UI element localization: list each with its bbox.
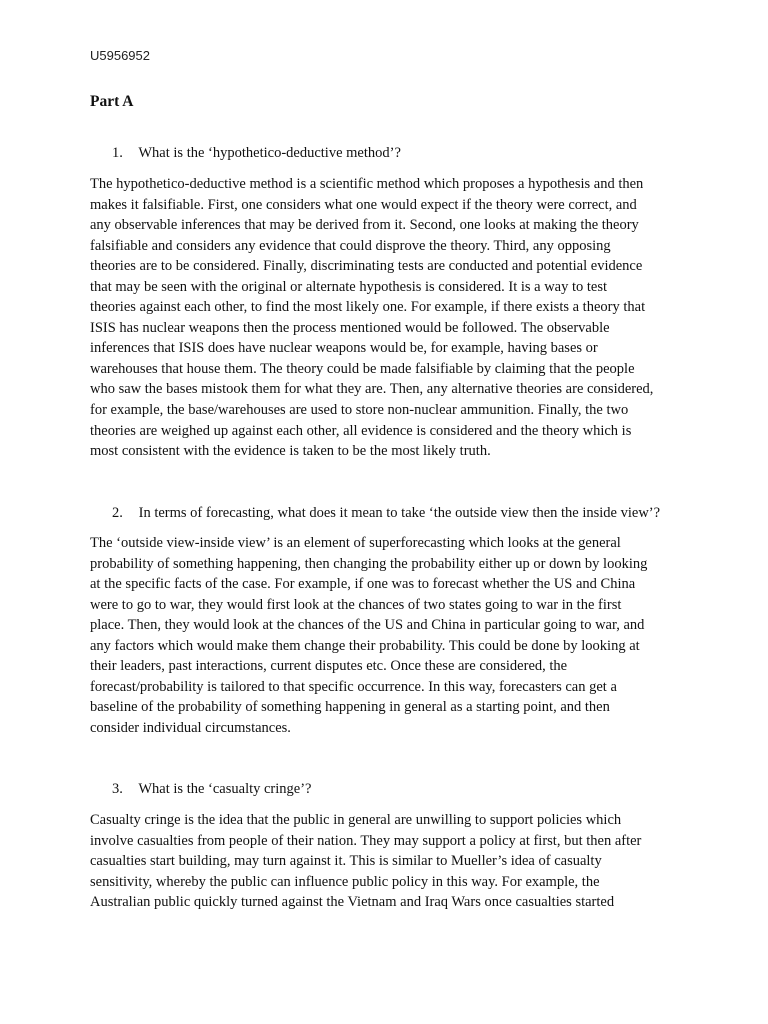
answer-line: The hypothetico-deductive method is a scientific method which proposes a hypothesis and then <box>90 176 644 192</box>
answer-3 <box>90 810 690 913</box>
answer-line: any factors which would make them change their probability. This could be done by looking at <box>90 637 640 654</box>
answer-line: place. Then, they would look at the chances of the US and China in particular going to war, and <box>90 617 645 634</box>
part-heading: Part A <box>90 93 134 110</box>
answer-line: most consistent with the evidence is taken to be the most likely truth. <box>90 443 491 460</box>
answer-line: probability of something happening, then changing the probability either up or down by looking <box>90 555 648 572</box>
answer-line: ISIS has nuclear weapons then the process mentioned would be followed. The observable <box>90 319 610 336</box>
answer-line: Casualty cringe is the idea that the public in general are unwilling to support policies which <box>90 812 622 828</box>
answer-line: The ‘outside view-inside view’ is an element of superforecasting which looks at the general <box>90 535 621 551</box>
answer-line: their leaders, past interactions, current disputes etc. Once these are considered, the <box>90 658 568 675</box>
answer-line: baseline of the probability of something happening in general as a starting point, and then <box>90 699 610 716</box>
answer-line: Australian public quickly turned against the Vietnam and Iraq Wars once casualties started <box>90 894 615 911</box>
answer-line: for example, the base/warehouses are used to store non-nuclear ammunition. Finally, the two <box>90 402 629 419</box>
question-number: 1. <box>112 145 123 161</box>
answer-line: theories are weighed up against each other, all evidence is considered and the theory which is <box>90 422 632 439</box>
answer-line: who saw the bases mistook them for what they are. Then, any alternative theories are considered, <box>90 381 654 398</box>
question-3 <box>112 779 712 799</box>
answer-line: at the specific facts of the case. For example, if one was to forecast whether the US and China <box>90 576 636 593</box>
answer-line: that may be seen with the original or alternate hypothesis is considered. It is a way to test <box>90 278 608 295</box>
answer-line: makes it falsifiable. First, one considers what one would expect if the theory were correct, and <box>90 196 637 213</box>
answer-line: were to go to war, they would first look at the chances of two states going to war in the first <box>90 596 622 613</box>
answer-line: consider individual circumstances. <box>90 719 291 736</box>
question-number: 2. <box>112 505 123 521</box>
answer-line: forecast/probability is tailored to that specific occurrence. In this way, forecasters can get a <box>90 678 617 695</box>
student-id: U5956952 <box>90 48 150 63</box>
question-1 <box>112 143 712 163</box>
question-text: What is the ‘casualty cringe’? <box>138 781 312 797</box>
answer-line: theories are to be considered. Finally, discriminating tests are conducted and potential evidence <box>90 258 643 275</box>
answer-line: warehouses that house them. The theory could be made falsifiable by claiming that the people <box>90 360 635 377</box>
answer-line: theories against each other, to find the most likely one. For example, if there exists a theory that <box>90 299 646 316</box>
answer-line: falsifiable and considers any evidence that could disprove the theory. Third, any opposing <box>90 237 611 254</box>
answer-line: any observable inferences that may be derived from it. Second, one looks at making the theory <box>90 217 639 234</box>
question-text: What is the ‘hypothetico-deductive method’? <box>138 145 401 161</box>
answer-line: casualties start building, may turn against it. This is similar to Mueller’s idea of casualty <box>90 853 602 870</box>
answer-line: sensitivity, whereby the public can influence public policy in this way. For example, the <box>90 873 600 890</box>
question-2 <box>112 503 712 523</box>
answer-line: involve casualties from people of their nation. They may support a policy at first, but then after <box>90 832 642 849</box>
answer-1 <box>90 174 690 462</box>
answer-2 <box>90 533 690 738</box>
question-number: 3. <box>112 781 123 797</box>
answer-line: inferences that ISIS does have nuclear weapons would be, for example, having bases or <box>90 340 598 357</box>
question-text: In terms of forecasting, what does it mean to take ‘the outside view then the inside view’? <box>138 505 661 521</box>
